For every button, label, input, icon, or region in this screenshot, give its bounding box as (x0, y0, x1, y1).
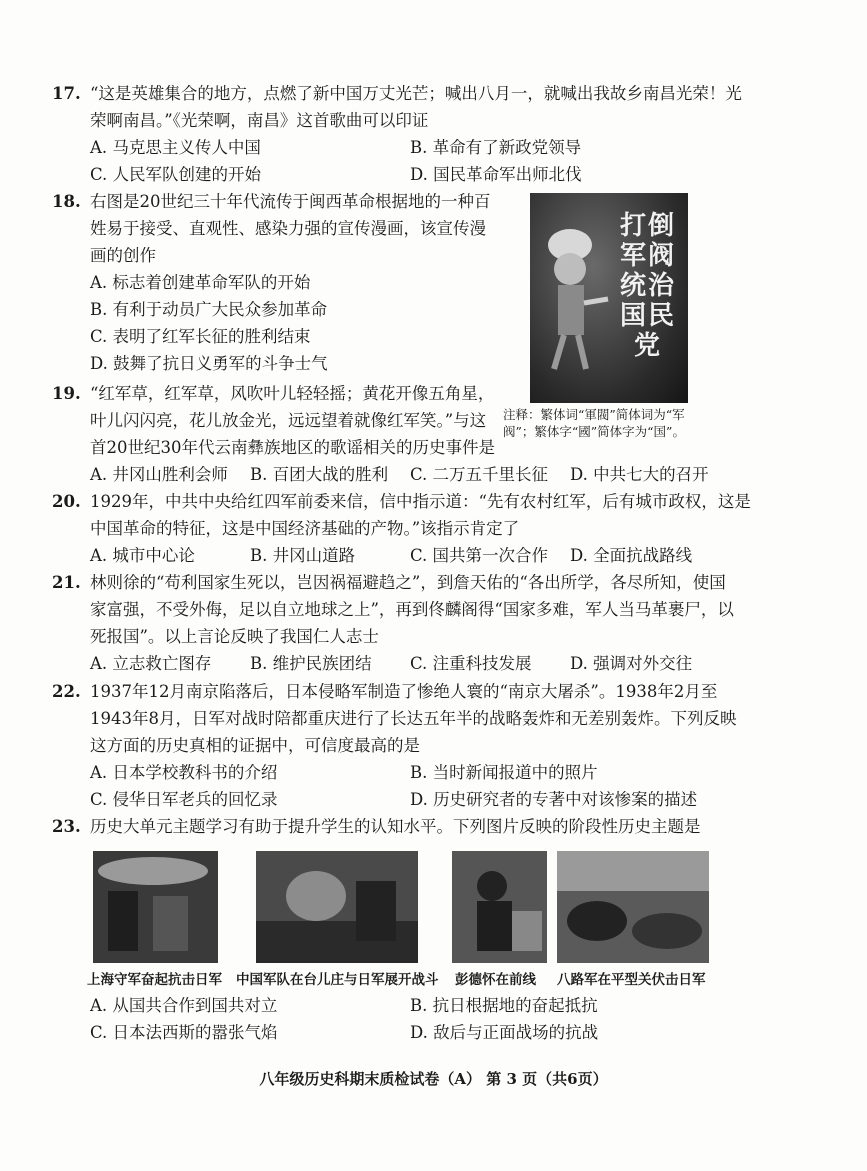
option-a[interactable]: A. 标志着创建革命军队的开始 (90, 273, 311, 292)
option-b[interactable]: B. 抗日根据地的奋起抵抗 (410, 996, 598, 1015)
photo-shanghai (93, 851, 218, 963)
photo-caption: 中国军队在台儿庄与日军展开战斗 (236, 972, 439, 988)
question-23 (52, 813, 701, 840)
option-a[interactable]: A. 立志救亡图存 (90, 654, 212, 673)
question-stem (90, 569, 734, 650)
question-number: 20. (52, 492, 81, 511)
question-number: 23. (52, 817, 81, 836)
option-d[interactable]: D. 敌后与正面战场的抗战 (410, 1023, 599, 1042)
option-a[interactable]: A. 城市中心论 (90, 546, 195, 565)
note-line: 阀”；繁体字“國”简体字为“国”。 (503, 424, 685, 439)
photo-peng-dehuai (452, 851, 547, 963)
stem-line: 1929年，中共中央给红四军前委来信，信中指示道：“先有农村红军，后有城市政权，这是 (90, 492, 751, 511)
question-stem (90, 380, 495, 461)
option-d[interactable]: D. 全面抗战路线 (570, 546, 693, 565)
option-d[interactable]: D. 历史研究者的专著中对该惨案的描述 (410, 790, 698, 809)
stem-line: “红军草，红军草，风吹叶儿轻轻摇；黄花开像五角星， (90, 384, 495, 403)
photo-taierzhuang (256, 851, 418, 963)
option-d[interactable]: D. 鼓舞了抗日义勇军的斗争士气 (90, 354, 328, 373)
photo-caption: 彭德怀在前线 (455, 972, 536, 988)
option-a[interactable]: A. 井冈山胜利会师 (90, 465, 228, 484)
stem-line: 叶儿闪闪亮，花儿放金光，远远望着就像红军笑。”与这 (90, 411, 487, 430)
option-c[interactable]: C. 二万五千里长征 (410, 465, 549, 484)
stem-line: 林则徐的“苟利国家生死以，岂因祸福避趋之”，到詹天佑的“各出所学，各尽所知，使国 (90, 573, 726, 592)
option-a[interactable]: A. 从国共合作到国共对立 (90, 996, 278, 1015)
question-17 (52, 80, 742, 188)
cartoon-slogan: 打倒军阀统治国民党 (619, 211, 676, 361)
option-b[interactable]: B. 维护民族团结 (250, 654, 372, 673)
photo-caption: 上海守军奋起抗击日军 (87, 972, 222, 988)
question-23-options (52, 992, 599, 1046)
option-c[interactable]: C. 表明了红军长征的胜利结束 (90, 327, 311, 346)
cartoon-figure-icon (540, 223, 610, 373)
option-a[interactable]: A. 日本学校教科书的介绍 (90, 763, 278, 782)
option-b[interactable]: B. 井冈山道路 (250, 546, 356, 565)
option-d[interactable]: D. 国民革命军出师北伐 (410, 165, 582, 184)
stem-line: 荣啊南昌。”《光荣啊，南昌》这首歌曲可以印证 (90, 111, 429, 130)
stem-line: “这是英雄集合的地方，点燃了新中国万丈光芒；喊出八月一，就喊出我故乡南昌光荣！光 (90, 84, 742, 103)
question-21 (52, 569, 734, 677)
option-b[interactable]: B. 有利于动员广大民众参加革命 (90, 300, 328, 319)
question-stem (90, 188, 491, 269)
question-stem (90, 80, 742, 134)
stem-line: 1937年12月南京陷落后，日本侵略军制造了惨绝人寰的“南京大屠杀”。1938年2月至 (90, 682, 718, 701)
option-c[interactable]: C. 侵华日军老兵的回忆录 (90, 790, 278, 809)
options (90, 759, 737, 813)
stem-line: 死报国”。以上言论反映了我国仁人志士 (90, 627, 379, 646)
question-22 (52, 678, 737, 813)
stem-line: 历史大单元主题学习有助于提升学生的认知水平。下列图片反映的阶段性历史主题是 (90, 817, 701, 836)
option-b[interactable]: B. 当时新闻报道中的照片 (410, 763, 598, 782)
stem-line: 中国革命的特征，这是中国经济基础的产物。”该指示肯定了 (90, 519, 520, 538)
question-number: 21. (52, 573, 81, 592)
question-number: 18. (52, 192, 81, 211)
options (90, 134, 742, 188)
note-line: 注释：繁体词“軍閥”简体词为“军 (503, 407, 685, 422)
option-a[interactable]: A. 马克思主义传人中国 (90, 138, 261, 157)
option-d[interactable]: D. 强调对外交往 (570, 654, 693, 673)
cartoon-note (503, 406, 743, 440)
stem-line: 姓易于接受、直观性、感染力强的宣传漫画，该宣传漫 (90, 219, 486, 238)
propaganda-cartoon (530, 193, 688, 403)
question-18 (52, 188, 491, 377)
photo-caption: 八路军在平型关伏击日军 (557, 972, 706, 988)
option-c[interactable]: C. 人民军队创建的开始 (90, 165, 262, 184)
stem-line: 画的创作 (90, 246, 156, 265)
options (90, 542, 751, 569)
question-stem (90, 678, 737, 759)
stem-line: 首20世纪30年代云南彝族地区的歌谣相关的历史事件是 (90, 438, 495, 457)
question-stem (90, 488, 751, 542)
option-b[interactable]: B. 百团大战的胜利 (250, 465, 389, 484)
options (90, 269, 491, 377)
options (90, 461, 709, 488)
option-c[interactable]: C. 注重科技发展 (410, 654, 532, 673)
stem-line: 这方面的历史真相的证据中，可信度最高的是 (90, 736, 420, 755)
question-20 (52, 488, 751, 569)
stem-line: 右图是20世纪三十年代流传于闽西革命根据地的一种百 (90, 192, 491, 211)
question-number: 17. (52, 84, 81, 103)
option-c[interactable]: C. 日本法西斯的嚣张气焰 (90, 1023, 278, 1042)
stem-line: 1943年8月，日军对战时陪都重庆进行了长达五年半的战略轰炸和无差别轰炸。下列反映 (90, 709, 737, 728)
option-d[interactable]: D. 中共七大的召开 (570, 465, 709, 484)
question-stem (90, 813, 701, 840)
option-b[interactable]: B. 革命有了新政党领导 (410, 138, 582, 157)
page-footer: 八年级历史科期末质检试卷（A） 第 3 页（共6页） (259, 1070, 608, 1088)
stem-line: 家富强，不受外侮，足以自立地球之上”，再到佟麟阁得“国家多难，军人当马革裹尸，以 (90, 600, 734, 619)
option-c[interactable]: C. 国共第一次合作 (410, 546, 549, 565)
question-number: 19. (52, 384, 81, 403)
photo-pingxingguan (557, 851, 709, 963)
options (90, 650, 734, 677)
question-number: 22. (52, 682, 81, 701)
